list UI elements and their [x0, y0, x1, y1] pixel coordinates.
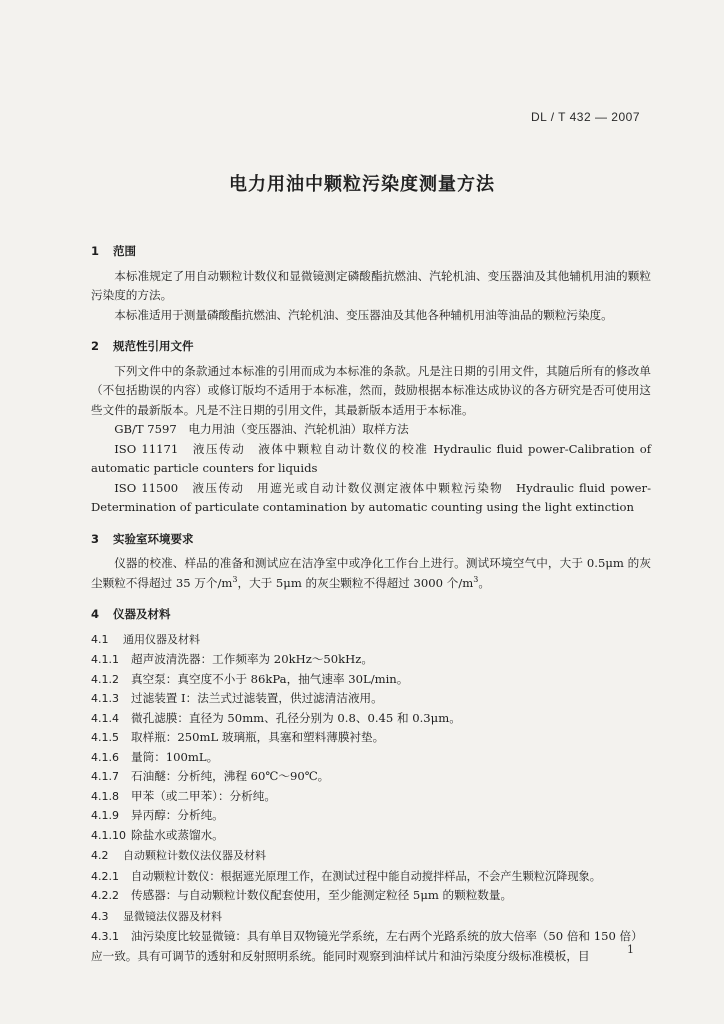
item-text: 自动颗粒计数仪：根据遮光原理工作，在测试过程中能自动搅拌样品，不会产生颗粒沉降现象。: [131, 869, 601, 883]
superscript: 3: [473, 574, 479, 584]
item-text: 超声波清洗器：工作频率为 20kHz～50kHz。: [131, 652, 373, 666]
list-item: [91, 927, 651, 966]
subsection-title: 通用仪器及材料: [123, 632, 200, 646]
list-item: [91, 650, 651, 670]
list-item: [91, 689, 651, 709]
section-1-heading: [91, 242, 651, 262]
item-text: 微孔滤膜：直径为 50mm、孔径分别为 0.8、0.45 和 0.3μm。: [131, 710, 461, 725]
standard-id: DL / T 432 — 2007: [530, 110, 640, 124]
section-4-heading: [91, 605, 651, 625]
section-title: 仪器及材料: [113, 607, 171, 621]
section-2-heading: [91, 337, 651, 357]
subsection-4-2-heading: [91, 846, 651, 866]
item-text: 除盐水或蒸馏水。: [131, 827, 224, 842]
section-title: 范围: [113, 244, 136, 258]
list-item: [91, 748, 651, 768]
item-number: 4.1.9: [91, 809, 119, 822]
environment-text-part-3: 。: [478, 575, 490, 590]
item-text: 真空泵：真空度不小于 86kPa，抽气速率 30L/min。: [131, 671, 409, 686]
scope-paragraph-2: 本标准适用于测量磷酸酯抗燃油、汽轮机油、变压器油及其他各种辅机用油等油品的颗粒污染度。: [114, 307, 613, 322]
list-item: [91, 806, 651, 826]
environment-text-part-2: ，大于 5μm 的灰尘颗粒不得超过 3000 个/m: [237, 575, 474, 590]
environment-paragraph: [91, 554, 651, 593]
list-item: [91, 670, 651, 690]
list-item: [91, 767, 651, 787]
list-item: [91, 867, 651, 887]
subsection-number: 4.1: [91, 632, 109, 646]
section-title: 实验室环境要求: [113, 531, 194, 546]
subsection-4-1-heading: [91, 630, 651, 650]
page-number: 1: [627, 943, 634, 956]
item-number: 4.2.1: [91, 869, 119, 883]
item-number: 4.3.1: [91, 930, 119, 943]
item-text: 量筒：100mL。: [131, 749, 219, 764]
item-number: 4.1.5: [91, 731, 119, 744]
item-text: 过滤装置 I：法兰式过滤装置，供过滤清洁液用。: [131, 691, 383, 705]
references-intro-paragraph: 下列文件中的条款通过本标准的引用而成为本标准的条款。凡是注日期的引用文件，其随后所有的修改单（不包括勘误的内容）或修订版均不适用于本标准，然而，鼓励根据本标准达成协议的各方研究是否可使用这些文件的最新版本。凡是不注日期的引用文件，其最新版本适用于本标准。: [91, 363, 651, 417]
section-number: 4: [91, 607, 100, 621]
item-number: 4.1.10: [91, 828, 126, 842]
section-title: 规范性引用文件: [113, 339, 194, 353]
list-item: [91, 826, 651, 846]
item-text: 传感器：与自动颗粒计数仪配套使用，至少能测定粒径 5μm 的颗粒数量。: [131, 888, 513, 902]
scope-paragraph-1: 本标准规定了用自动颗粒计数仪和显微镜测定磷酸酯抗燃油、汽轮机油、变压器油及其他辅机用油的颗粒污染度的方法。: [91, 268, 651, 302]
section-number: 1: [91, 244, 100, 258]
item-number: 4.1.6: [91, 750, 119, 764]
item-number: 4.1.1: [91, 653, 119, 666]
list-item: [91, 787, 651, 807]
subsection-number: 4.2: [91, 849, 109, 862]
subsection-title: 显微镜法仪器及材料: [123, 909, 222, 923]
reference-iso11500: ISO 11500 液压传动 用遮光或自动计数仪测定液体中颗粒污染物 Hydraulic fluid power-Determination of particulate contamination by automatic counting using the light extinction: [91, 480, 651, 514]
item-text: 石油醚：分析纯，沸程 60℃～90℃。: [131, 769, 330, 783]
document-title: 电力用油中颗粒污染度测量方法: [229, 174, 495, 195]
document-body: [91, 235, 651, 966]
subsection-number: 4.3: [91, 909, 109, 923]
section-number: 2: [91, 339, 100, 353]
environment-text-part-1: 仪器的校准、样品的准备和测试应在洁净室中或净化工作台上进行。测试环境空气中，大于 0.5μm 的灰尘颗粒不得超过 35 万个/m: [91, 556, 651, 590]
item-text: 甲苯（或二甲苯）：分析纯。: [131, 788, 276, 803]
section-number: 3: [91, 531, 100, 546]
item-number: 4.1.2: [91, 672, 119, 686]
item-text: 油污染度比较显微镜：具有单目双物镜光学系统，左右两个光路系统的放大倍率（50 倍和 150 倍）应一致。具有可调节的透射和反射照明系统。能同时观察到油样试片和油污染度分级标准模板，目: [91, 929, 643, 963]
item-text: 异丙醇：分析纯。: [131, 808, 224, 822]
subsection-4-3-heading: [91, 907, 651, 927]
superscript: 3: [232, 574, 238, 584]
item-number: 4.1.7: [91, 770, 119, 783]
item-number: 4.1.3: [91, 692, 119, 705]
list-item: [91, 886, 651, 906]
reference-gbt7597: GB/T 7597 电力用油（变压器油、汽轮机油）取样方法: [114, 422, 409, 436]
list-item: [91, 728, 651, 748]
item-number: 4.1.4: [91, 711, 119, 725]
item-number: 4.2.2: [91, 889, 119, 902]
item-number: 4.1.8: [91, 789, 119, 803]
reference-iso11171: ISO 11171 液压传动 液体中颗粒自动计数仪的校准 Hydraulic fluid power-Calibration of automatic particle counters for liquids: [91, 441, 651, 475]
item-text: 取样瓶：250mL 玻璃瓶，具塞和塑料薄膜衬垫。: [131, 730, 385, 744]
list-item: [91, 709, 651, 729]
section-3-heading: [91, 530, 651, 550]
subsection-title: 自动颗粒计数仪法仪器及材料: [123, 849, 266, 862]
